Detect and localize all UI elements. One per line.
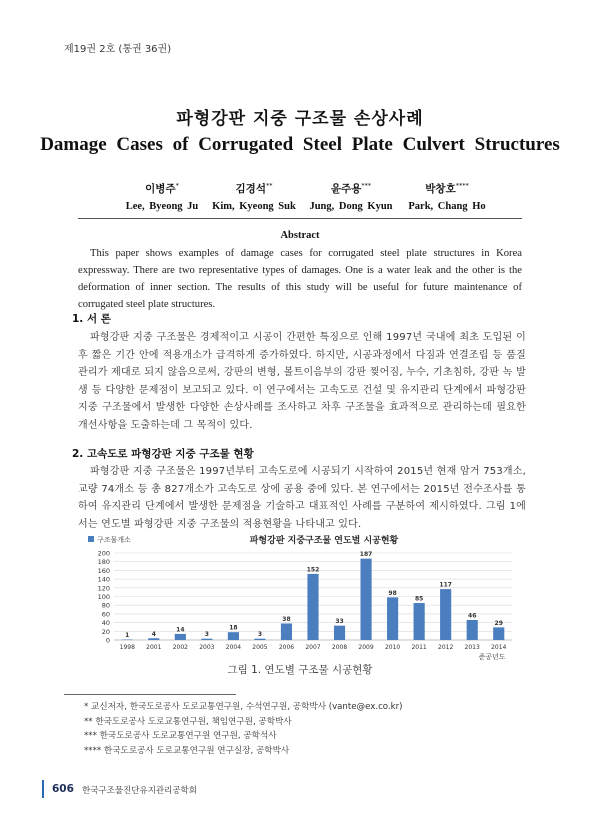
author-2-name-ko: 김경석 (235, 183, 266, 195)
data-label: 14 (176, 626, 185, 634)
x-tick-label: 2010 (384, 644, 401, 651)
chart-title: 파형강판 지중구조물 연도별 시공현황 (249, 536, 399, 546)
y-tick-label: 0 (105, 636, 110, 645)
y-tick-label: 40 (101, 619, 110, 628)
section-2-text: 파형강판 지중 구조물은 1997년부터 고속도로에 시공되기 시작하여 2015년 현재 암거 753개소, 교량 74개소 등 총 827개소가 고속도로 상에 공용 중에 있다. 본 연구에서는 2015년 전수조사를 통하여 유지관리 단계에서 발생한 문제점을 기술하고 대표적인 사례를 구분하여 제시하였다. 그림 1에서는 연도별 파형강판 지중 구조물의 적용현황을 나타내고 있다. (78, 466, 526, 530)
author-2-mark: ** (265, 181, 273, 190)
y-tick-label: 60 (101, 610, 110, 619)
x-tick-label: 2011 (411, 644, 427, 651)
x-axis-label: 준공년도 (478, 653, 506, 660)
y-tick-label: 20 (101, 627, 110, 636)
author-2-name-en: Kim, Kyeong Suk (212, 201, 296, 212)
section-1-text: 파형강판 지중 구조물은 경제적이고 시공이 간편한 특징으로 인해 1997년 국내에 최초 도입된 이후 짧은 기간 안에 적용개소가 급격하게 증가하였다. 하지만, 시공과정에서 다짐과 연결조립 등 품질관리가 제대로 되지 않음으로써, 강판의 변형, 볼트이음부의 강판 찢어짐, 누수, 기초침하, 강판 녹 발생 등 다양한 문제점이 보고되고 있다. 이 연구에서는 고속도로 건설 및 유지관리 단계에서 파형강판 지중 구조물에서 발생한 다양한 손상사례를 조사하고 차후 구조물을 효과적으로 관리하는데 필요한 개선사항을 도출하는데 그 목적이 있다. (78, 332, 526, 431)
bar (281, 623, 292, 640)
author-4-name-ko: 박창호 (425, 183, 456, 195)
page-number: 606 (52, 783, 74, 795)
y-tick-label: 200 (97, 549, 110, 558)
bar (440, 589, 451, 640)
y-tick-label: 140 (97, 575, 110, 584)
abstract-text: This paper shows examples of damage cases for corrugated steel plate structures in Korea expressway. There are two representative types of damages. One is a water leak and the other is the deformation of inner section. The results of this study will be useful for future maintenance of corrugated steel plate structures. (78, 248, 522, 310)
x-tick-label: 1998 (119, 644, 135, 651)
footnote-2 (84, 715, 403, 730)
bar (175, 634, 186, 640)
bar (387, 597, 398, 640)
author-4-name-en: Park, Chang Ho (408, 201, 486, 212)
data-label: 18 (229, 624, 238, 632)
data-label: 38 (282, 615, 291, 623)
journal-name: 한국구조물진단유지관리공학회 (82, 786, 197, 796)
y-tick-label: 100 (97, 593, 110, 601)
data-label: 4 (151, 630, 156, 638)
x-tick-label: 2007 (305, 644, 321, 651)
footnote-1-text: 교신저자, 한국도로공사 도로교통연구원, 수석연구원, 공학박사 (vante@ex.co.kr) (91, 702, 403, 712)
y-tick-labels (98, 550, 110, 645)
y-tick-label: 120 (97, 584, 110, 593)
bar (360, 559, 371, 640)
footnote-3-text: 한국도로공사 도로교통연구원 연구원, 공학석사 (99, 731, 277, 741)
data-label: 29 (494, 619, 503, 627)
data-label: 187 (359, 551, 373, 559)
x-tick-label: 2012 (438, 644, 454, 651)
section-1-heading: 1. 서 론 (72, 313, 111, 325)
x-tick-label: 2008 (331, 644, 348, 651)
footnote-divider (64, 694, 236, 695)
author-3-name-ko: 윤주용 (330, 183, 362, 195)
author-4-mark: **** (455, 181, 469, 190)
author-1-name-en: Lee, Byeong Ju (125, 201, 199, 212)
title-english: Damage Cases of Corrugated Steel Plate Culvert Structures (40, 134, 560, 155)
footnote-2-mark: ** (84, 716, 93, 727)
bar (493, 627, 504, 640)
footnote-2-text: 한국도로공사 도로교통연구원, 책임연구원, 공학박사 (95, 716, 292, 727)
x-tick-label: 2001 (146, 644, 162, 651)
footnote-1 (84, 700, 403, 715)
data-label: 85 (414, 595, 424, 603)
title-korean: 파형강판 지중 구조물 손상사례 (176, 109, 424, 129)
data-label: 46 (468, 612, 477, 620)
x-tick-label: 2014 (491, 644, 507, 651)
bar (201, 639, 212, 640)
bar (228, 632, 239, 640)
x-tick-labels (120, 644, 507, 651)
bar (467, 620, 478, 640)
bar (307, 574, 318, 640)
footnote-4 (84, 744, 403, 759)
data-label: 3 (257, 631, 263, 639)
author-3-name-en: Jung, Dong Kyun (309, 201, 393, 212)
x-tick-label: 2004 (225, 644, 242, 651)
data-label: 98 (388, 589, 397, 597)
footer-accent-bar (42, 780, 44, 798)
bar (254, 639, 265, 640)
x-tick-label: 2002 (172, 644, 188, 651)
bar (414, 603, 425, 640)
bar-chart (84, 532, 524, 664)
x-tick-label: 2005 (252, 644, 268, 651)
bar-chart-svg (84, 532, 524, 660)
abstract-heading: Abstract (280, 230, 320, 241)
bar (148, 638, 159, 640)
section-2-heading: 2. 고속도로 파형강판 지중 구조물 현황 (72, 448, 254, 460)
footnote-4-text: 한국도로공사 도로교통연구원 연구실장, 공학박사 (103, 745, 290, 756)
footnote-4-mark: **** (84, 745, 102, 756)
author-4 (387, 181, 507, 212)
x-tick-label: 2009 (358, 644, 374, 651)
data-label: 1 (125, 632, 130, 640)
footnote-3 (84, 729, 403, 744)
bar (334, 626, 345, 640)
data-label: 33 (335, 618, 344, 626)
x-tick-label: 2006 (278, 644, 295, 651)
y-tick-label: 180 (97, 558, 110, 567)
legend-swatch (88, 536, 94, 542)
figure-caption: 그림 1. 연도별 구조물 시공현황 (227, 664, 373, 676)
footnote-3-mark: *** (84, 731, 97, 741)
x-tick-label: 2013 (464, 644, 480, 651)
footnote-1-mark: * (84, 702, 89, 712)
data-label: 117 (439, 581, 452, 589)
data-label: 152 (306, 566, 320, 574)
data-label: 3 (204, 631, 209, 639)
legend-label: 구조물개소 (97, 536, 131, 544)
footnotes (84, 700, 403, 758)
running-header: 제19권 2호 (통권 36권) (64, 44, 172, 55)
x-tick-label: 2003 (199, 644, 215, 651)
author-1-mark: * (175, 181, 179, 190)
y-tick-label: 160 (97, 566, 110, 575)
author-3-mark: *** (361, 181, 372, 190)
y-tick-label: 80 (101, 601, 110, 610)
author-1-name-ko: 이병주 (145, 183, 176, 195)
title-divider (78, 218, 522, 219)
